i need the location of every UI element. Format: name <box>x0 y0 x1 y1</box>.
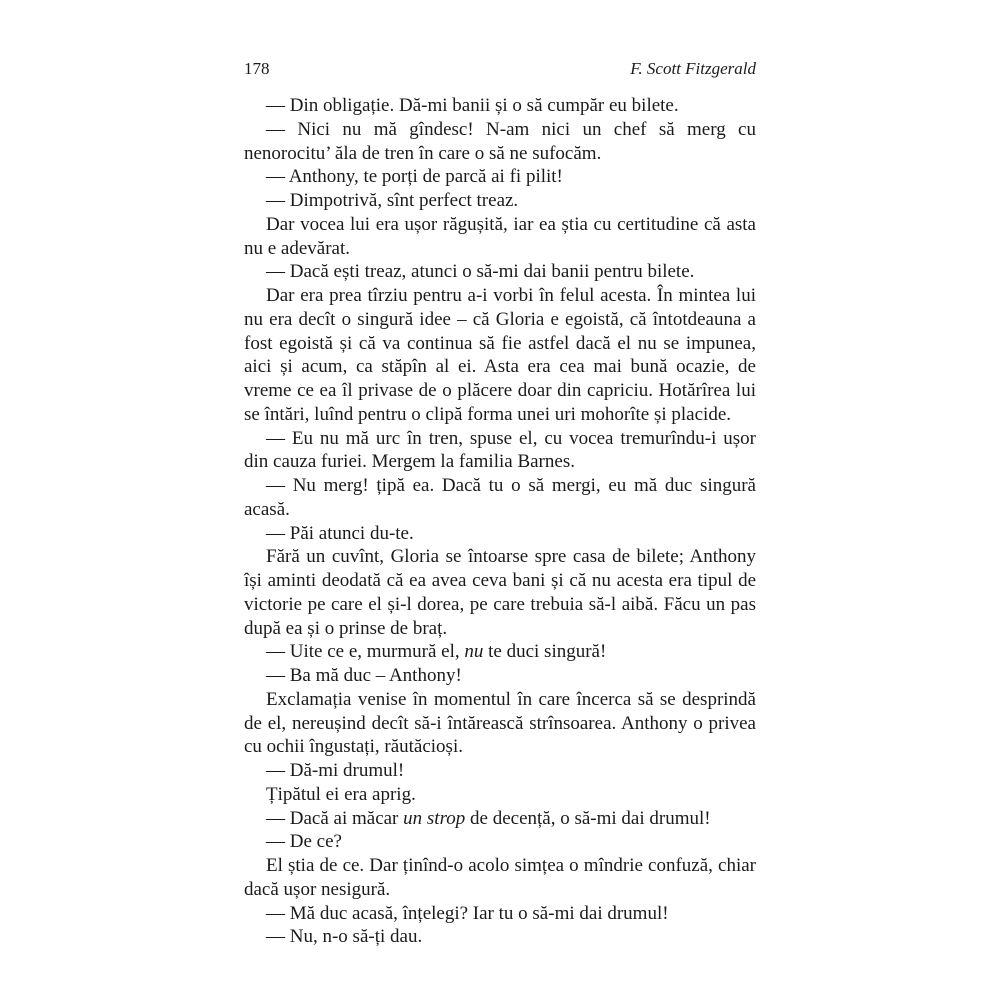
paragraph: — Nici nu mă gîndesc! N-am nici un chef să merg cu nenorocitu’ ăla de tren în care o să ne sufocăm. <box>244 118 756 164</box>
running-head-author: F. Scott Fitzgerald <box>630 59 756 78</box>
paragraph: — Dimpotrivă, sînt perfect treaz. <box>266 190 519 211</box>
emphasis: un strop <box>403 807 466 829</box>
paragraph: Dar era prea tîrziu pentru a-i vorbi în felul acesta. În mintea lui nu era decît o singură idee – că Gloria e egoistă, că întotdeauna a fost egoistă și că va continua să fie astfel dacă el nu se impunea, aici și acum, ca stăpîn al ei. Asta era cea mai bună ocazie, de vreme ce ea îl privase de o plăcere doar din capriciu. Hotărîrea lui se întări, luînd pentru o clipă forma unei uri mohorîte și placide. <box>244 285 756 425</box>
paragraph: El știa de ce. Dar ținînd-o acolo simțea o mîndrie confuză, chiar dacă ușor nesigură. <box>244 855 756 900</box>
page-number: 178 <box>244 59 270 78</box>
paragraph: — Ba mă duc – Anthony! <box>266 665 462 686</box>
paragraph-text: — Uite ce e, murmură el, <box>266 641 465 663</box>
paragraph: — Mă duc acasă, înțelegi? Iar tu o să-mi dai drumul! <box>266 902 669 924</box>
paragraph: — De ce? <box>266 831 342 853</box>
paragraph-text: te duci singură! <box>483 641 607 663</box>
paragraph: Fără un cuvînt, Gloria se întoarse spre casa de bilete; Anthony își aminti deodată că ea avea ceva bani și că nu acesta era tipul de victorie pe care el și-l dorea, pe care trebuia să-l aibă. Făcu un pas după ea și o prinse de braț. <box>244 546 756 639</box>
body-text <box>244 94 756 949</box>
paragraph <box>244 640 756 664</box>
paragraph: — Anthony, te porți de parcă ai fi pilit! <box>266 166 563 188</box>
paragraph: Exclamația venise în momentul în care încerca să se desprindă de el, nereușind decît să-i întărească strînsoarea. Anthony o privea cu ochii îngustați, răutăcioși. <box>244 688 756 758</box>
paragraph <box>244 807 756 831</box>
paragraph: — Eu nu mă urc în tren, spuse el, cu vocea tremurîndu-i ușor din cauza furiei. Mergem la familia Barnes. <box>244 427 756 473</box>
paragraph-text: de decență, o să-mi dai drumul! <box>465 807 711 829</box>
book-page <box>244 58 756 949</box>
paragraph: Țipătul ei era aprig. <box>266 783 416 805</box>
paragraph: — Din obligație. Dă-mi banii și o să cumpăr eu bilete. <box>266 95 679 116</box>
paragraph: — Dacă ești treaz, atunci o să-mi dai banii pentru bilete. <box>266 261 695 283</box>
paragraph: — Nu, n-o să-ți dau. <box>266 926 423 948</box>
paragraph: Dar vocea lui era ușor răgușită, iar ea știa cu certitudine că asta nu e adevărat. <box>244 213 756 259</box>
paragraph-text: — Dacă ai măcar <box>266 807 404 829</box>
paragraph: — Dă-mi drumul! <box>266 760 405 781</box>
paragraph: — Nu merg! țipă ea. Dacă tu o să mergi, eu mă duc singură acasă. <box>244 475 756 520</box>
running-head <box>244 58 756 80</box>
emphasis: nu <box>464 641 484 663</box>
paragraph: — Păi atunci du-te. <box>266 522 414 544</box>
